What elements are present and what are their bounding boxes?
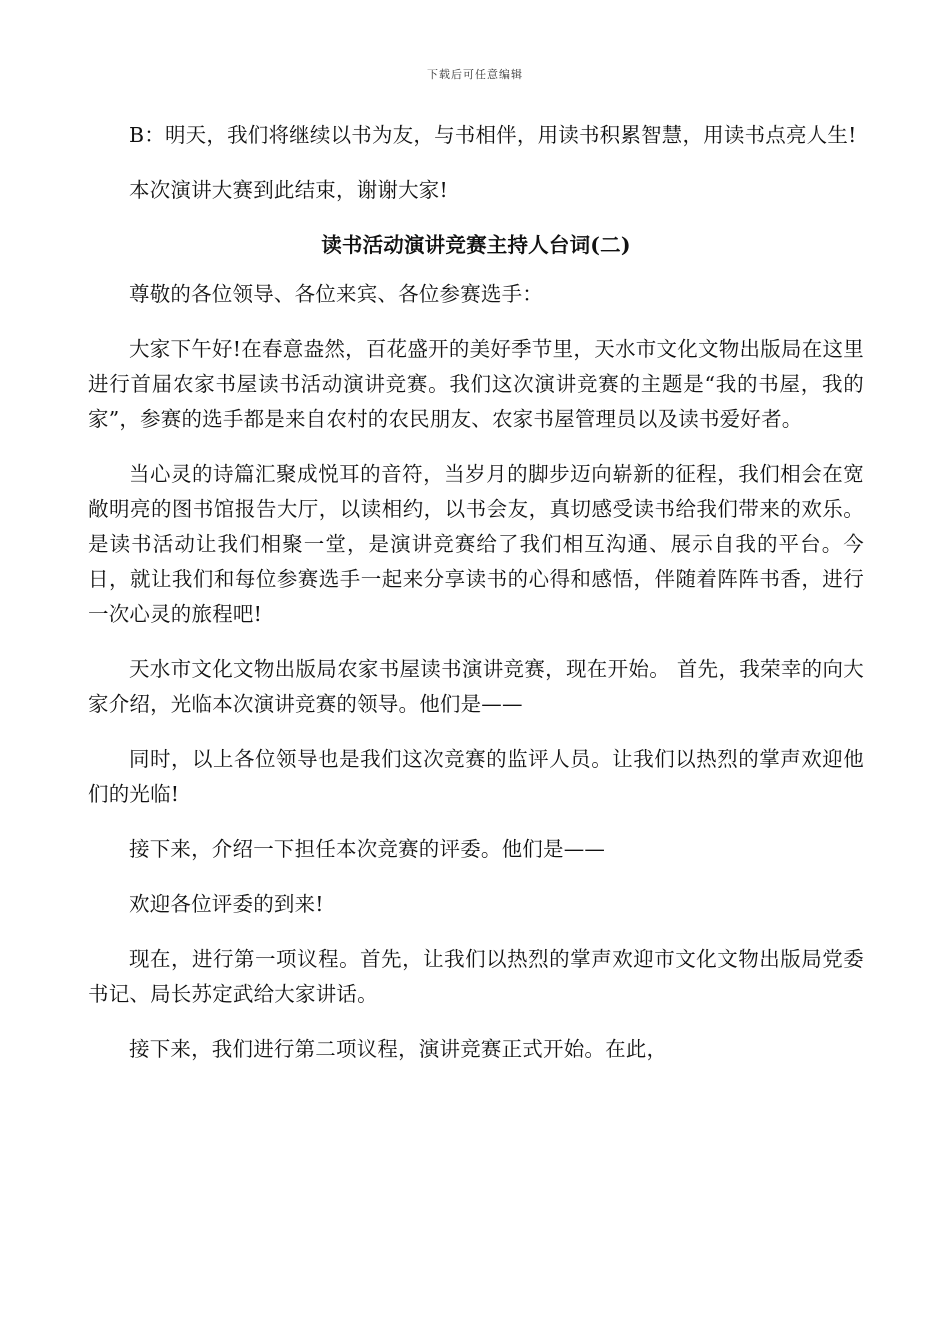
document-body	[88, 118, 864, 1087]
section-title: 读书活动演讲竞赛主持人台词(二)	[321, 233, 631, 257]
paragraph-closing-thanks: 本次演讲大赛到此结束，谢谢大家!	[129, 178, 448, 202]
paragraph-start-announcement: 天水市文化文物出版局农家书屋读书演讲竞赛，现在开始。 首先，我荣幸的向大家介绍，光临本次演讲竞赛的领导。他们是——	[88, 657, 864, 716]
paragraph-judges-welcome: 欢迎各位评委的到来!	[129, 892, 324, 916]
paragraph-closing-b: B：明天，我们将继续以书为友，与书相伴，用读书积累智慧，用读书点亮人生!	[129, 123, 857, 147]
paragraph-greeting: 尊敬的各位领导、各位来宾、各位参赛选手：	[129, 282, 543, 306]
paragraph-agenda-two: 接下来，我们进行第二项议程，演讲竞赛正式开始。在此，	[129, 1037, 668, 1061]
header-note: 下载后可任意编辑	[427, 68, 523, 81]
paragraph-agenda-one: 现在，进行第一项议程。首先，让我们以热烈的掌声欢迎市文化文物出版局党委书记、局长苏定武给大家讲话。	[88, 947, 864, 1006]
paragraph-poetic-intro: 当心灵的诗篇汇聚成悦耳的音符，当岁月的脚步迈向崭新的征程，我们相会在宽敞明亮的图书馆报告大厅，以读相约，以书会友，真切感受读书给我们带来的欢乐。是读书活动让我们相聚一堂，是演讲竞赛给了我们相互沟通、展示自我的平台。今日，就让我们和每位参赛选手一起来分享读书的心得和感悟，伴随着阵阵书香，进行一次心灵的旅程吧!	[88, 462, 864, 626]
paragraph-judges-intro: 接下来，介绍一下担任本次竞赛的评委。他们是——	[129, 837, 606, 861]
paragraph-opening: 大家下午好!在春意盎然，百花盛开的美好季节里，天水市文化文物出版局在这里进行首届农家书屋读书活动演讲竞赛。我们这次演讲竞赛的主题是“我的书屋，我的家”，参赛的选手都是来自农村的农民朋友、农家书屋管理员以及读书爱好者。	[88, 337, 864, 431]
paragraph-leaders-welcome: 同时，以上各位领导也是我们这次竞赛的监评人员。让我们以热烈的掌声欢迎他们的光临!	[88, 747, 864, 806]
